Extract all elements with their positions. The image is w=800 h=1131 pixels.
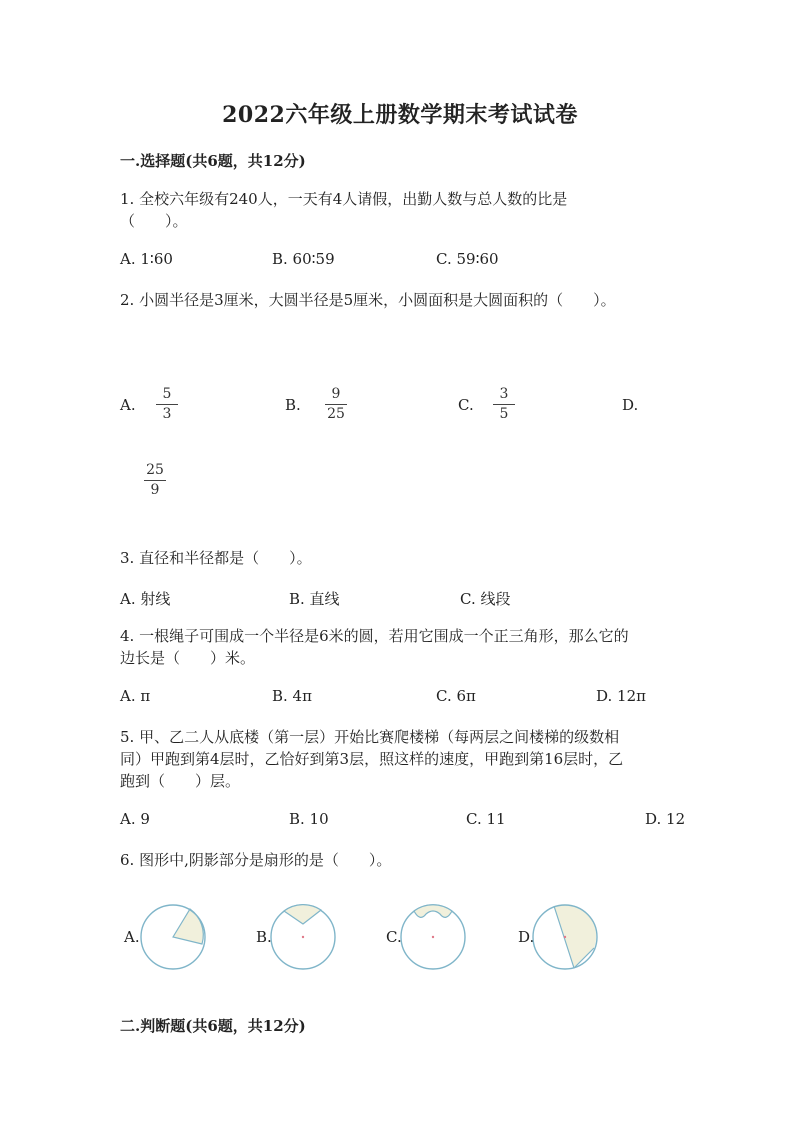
q5-option-d: D. 12: [645, 810, 686, 828]
q6-figure-a: [140, 904, 206, 970]
q4-option-c: C. 6π: [436, 687, 476, 705]
shaded-region: [414, 905, 452, 918]
q6-label-b: B.: [256, 928, 272, 946]
q3-option-b: B. 直线: [289, 590, 340, 608]
page-title: 2022六年级上册数学期末考试试卷: [222, 102, 578, 128]
fraction-denominator: 5: [499, 406, 509, 422]
question-4: [120, 625, 700, 669]
q6-figure-c: [400, 904, 466, 970]
center-dot: [564, 936, 566, 938]
center-dot: [302, 936, 304, 938]
q3-option-c: C. 线段: [460, 590, 511, 608]
question-1-line-2: （ ）。: [120, 212, 188, 230]
q3-option-a: A. 射线: [120, 590, 171, 608]
shaded-region: [284, 905, 321, 924]
q5-option-b: B. 10: [289, 810, 329, 828]
section-heading-judgement: 二.判断题(共6题，共12分): [120, 1017, 306, 1035]
q6-label-c: C.: [386, 928, 402, 946]
q2-fraction-c: [489, 386, 519, 423]
fraction-numerator: 3: [499, 386, 509, 402]
section-heading-choice: 一.选择题(共6题，共12分): [120, 152, 306, 170]
question-5-line-3: 跑到（ ）层。: [120, 772, 241, 790]
q2-label-b: B.: [285, 396, 301, 414]
q5-option-c: C. 11: [466, 810, 506, 828]
fraction-denominator: 25: [327, 406, 345, 422]
q2-label-c: C.: [458, 396, 474, 414]
q6-label-a: A.: [124, 928, 140, 946]
fraction-bar: [156, 404, 178, 405]
center-dot: [432, 936, 434, 938]
question-5-line-1: 5. 甲、乙二人从底楼（第一层）开始比赛爬楼梯（每两层之间楼梯的级数相: [120, 728, 620, 746]
fraction-numerator: 25: [146, 462, 164, 478]
q5-option-a: A. 9: [120, 810, 150, 828]
question-2: 2. 小圆半径是3厘米，大圆半径是5厘米，小圆面积是大圆面积的（ ）。: [120, 291, 616, 309]
q6-figure-d: [532, 904, 598, 970]
q2-label-a: A.: [120, 396, 136, 414]
q2-fraction-a: [152, 386, 182, 423]
fraction-bar: [144, 480, 166, 481]
q1-option-a: A. 1∶60: [120, 250, 173, 268]
question-4-line-2: 边长是（ ）米。: [120, 649, 256, 667]
q6-figure-b: [270, 904, 336, 970]
q4-option-b: B. 4π: [272, 687, 312, 705]
q4-option-d: D. 12π: [596, 687, 646, 705]
fraction-bar: [493, 404, 515, 405]
q2-label-d: D.: [622, 396, 639, 414]
question-5: [120, 726, 700, 792]
q1-option-c: C. 59∶60: [436, 250, 499, 268]
q2-fraction-d: [140, 462, 170, 499]
fraction-bar: [325, 404, 347, 405]
q6-label-d: D.: [518, 928, 535, 946]
question-5-line-2: 同）甲跑到第4层时，乙恰好到第3层，照这样的速度，甲跑到第16层时，乙: [120, 750, 624, 768]
fraction-denominator: 3: [162, 406, 172, 422]
q1-option-b: B. 60∶59: [272, 250, 335, 268]
shaded-sector: [173, 909, 203, 944]
question-3: 3. 直径和半径都是（ ）。: [120, 549, 312, 567]
fraction-denominator: 9: [150, 482, 160, 498]
question-1-line-1: 1. 全校六年级有240人，一天有4人请假，出勤人数与总人数的比是: [120, 190, 568, 208]
question-4-line-1: 4. 一根绳子可围成一个半径是6米的圆，若用它围成一个正三角形，那么它的: [120, 627, 629, 645]
shaded-region: [554, 904, 596, 968]
question-6: 6. 图形中,阴影部分是扇形的是（ ）。: [120, 851, 392, 869]
q2-fraction-b: [321, 386, 351, 423]
q4-option-a: A. π: [120, 687, 151, 705]
fraction-numerator: 9: [331, 386, 341, 402]
fraction-numerator: 5: [162, 386, 172, 402]
question-1: [120, 188, 700, 232]
